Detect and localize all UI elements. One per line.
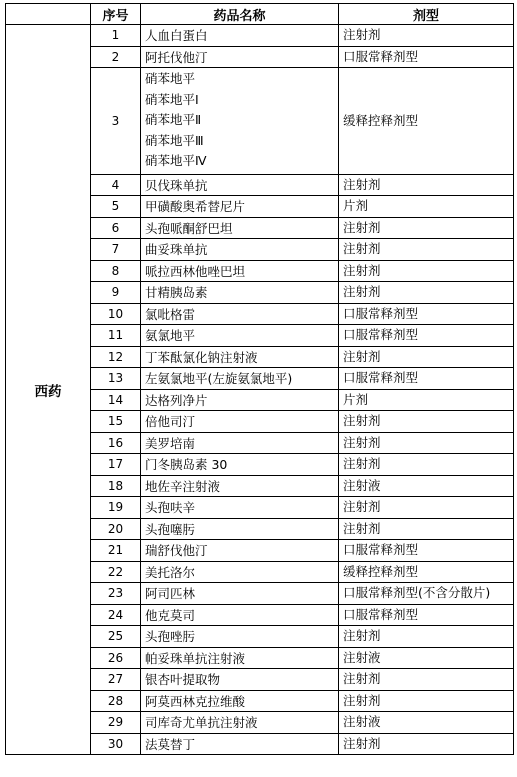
drug-name: 丁苯酞氯化钠注射液 <box>145 349 258 365</box>
drug-name: 氯吡格雷 <box>145 306 196 322</box>
drug-name: 硝苯地平Ⅰ <box>145 91 199 107</box>
drug-name: 头孢哌酮舒巴坦 <box>145 220 233 236</box>
header-category <box>6 4 91 25</box>
row-number: 30 <box>91 733 141 755</box>
row-number: 25 <box>91 626 141 648</box>
drug-name: 头孢唑肟 <box>145 629 196 645</box>
drug-name: 阿司匹林 <box>145 586 196 602</box>
row-number: 16 <box>91 432 141 454</box>
row-number: 4 <box>91 174 141 196</box>
row-number: 11 <box>91 325 141 347</box>
drug-name: 硝苯地平Ⅳ <box>145 153 207 168</box>
drug-name-cell <box>141 325 339 347</box>
drug-name-cell <box>141 647 339 669</box>
drug-name-cell <box>141 303 339 325</box>
drug-name: 硝苯地平 <box>145 71 196 86</box>
dosage-form: 注射剂 <box>339 733 514 755</box>
dosage-form: 注射液 <box>339 475 514 497</box>
drug-name: 门冬胰岛素 30 <box>145 457 228 473</box>
drug-name-cell <box>141 475 339 497</box>
drug-name-cell <box>141 389 339 411</box>
row-number: 7 <box>91 239 141 261</box>
drug-name: 阿托伐他汀 <box>145 49 208 65</box>
header-dosage-form: 剂型 <box>339 4 514 25</box>
drug-name: 法莫替丁 <box>145 736 196 752</box>
drug-name-cell <box>141 239 339 261</box>
category-cell: 西药 <box>6 25 91 755</box>
drug-name: 地佐辛注射液 <box>145 478 221 494</box>
row-number: 24 <box>91 604 141 626</box>
row-number: 10 <box>91 303 141 325</box>
dosage-form: 口服常释剂型 <box>339 604 514 626</box>
drug-name-cell <box>141 260 339 282</box>
row-number: 27 <box>91 669 141 691</box>
drug-name-cell <box>141 368 339 390</box>
row-number: 3 <box>91 68 141 175</box>
drug-name-cell <box>141 174 339 196</box>
dosage-form: 注射剂 <box>339 454 514 476</box>
drug-name: 曲妥珠单抗 <box>145 242 208 258</box>
dosage-form: 注射剂 <box>339 518 514 540</box>
header-number: 序号 <box>91 4 141 25</box>
drug-name-cell <box>141 626 339 648</box>
row-number: 13 <box>91 368 141 390</box>
dosage-form: 注射剂 <box>339 690 514 712</box>
drug-name: 硝苯地平Ⅱ <box>145 112 202 127</box>
drug-name-cell <box>141 604 339 626</box>
dosage-form: 注射剂 <box>339 346 514 368</box>
dosage-form: 注射剂 <box>339 282 514 304</box>
row-number: 17 <box>91 454 141 476</box>
drug-name: 头孢呋辛 <box>145 500 196 516</box>
dosage-form: 注射剂 <box>339 411 514 433</box>
drug-name-cell <box>141 282 339 304</box>
drug-name: 瑞舒伐他汀 <box>145 543 208 559</box>
dosage-form: 口服常释剂型 <box>339 46 514 68</box>
drug-list-table <box>5 3 514 755</box>
header-drug-name: 药品名称 <box>141 4 339 25</box>
drug-name-cell <box>141 518 339 540</box>
dosage-form: 注射剂 <box>339 432 514 454</box>
row-number: 1 <box>91 25 141 47</box>
dosage-form: 注射剂 <box>339 497 514 519</box>
table-body <box>6 25 514 755</box>
header-row <box>6 4 514 25</box>
row-number: 5 <box>91 196 141 218</box>
drug-name-cell <box>141 454 339 476</box>
dosage-form: 注射剂 <box>339 626 514 648</box>
drug-name-cell <box>141 733 339 755</box>
drug-name: 甘精胰岛素 <box>145 285 208 301</box>
drug-name-cell <box>141 46 339 68</box>
row-number: 9 <box>91 282 141 304</box>
dosage-form: 注射剂 <box>339 217 514 239</box>
drug-name-cell <box>141 669 339 691</box>
drug-name-cell <box>141 25 339 47</box>
drug-name-cell <box>141 196 339 218</box>
dosage-form: 注射液 <box>339 712 514 734</box>
drug-name-cell <box>141 712 339 734</box>
drug-name: 人血白蛋白 <box>145 28 208 44</box>
drug-name: 司库奇尤单抗注射液 <box>145 715 258 731</box>
dosage-form: 缓释控释剂型 <box>339 561 514 583</box>
dosage-form: 缓释控释剂型 <box>339 68 514 175</box>
drug-name-cell <box>141 346 339 368</box>
dosage-form: 注射剂 <box>339 25 514 47</box>
row-number: 28 <box>91 690 141 712</box>
dosage-form: 注射剂 <box>339 260 514 282</box>
drug-name-cell <box>141 583 339 605</box>
row-number: 19 <box>91 497 141 519</box>
dosage-form: 口服常释剂型 <box>339 303 514 325</box>
drug-name: 左氨氯地平(左旋氨氯地平) <box>145 371 293 387</box>
drug-name: 哌拉西林他唑巴坦 <box>145 263 246 279</box>
drug-name: 硝苯地平Ⅲ <box>145 132 204 148</box>
drug-name: 他克莫司 <box>145 607 196 623</box>
row-number: 23 <box>91 583 141 605</box>
row-number: 22 <box>91 561 141 583</box>
row-number: 15 <box>91 411 141 433</box>
dosage-form: 片剂 <box>339 196 514 218</box>
drug-name-cell <box>141 561 339 583</box>
dosage-form: 注射剂 <box>339 174 514 196</box>
row-number: 20 <box>91 518 141 540</box>
drug-name: 贝伐珠单抗 <box>145 177 208 193</box>
row-number: 14 <box>91 389 141 411</box>
drug-name-cell <box>141 690 339 712</box>
dosage-form: 注射液 <box>339 647 514 669</box>
row-number: 29 <box>91 712 141 734</box>
drug-name: 美托洛尔 <box>145 564 196 580</box>
dosage-form: 口服常释剂型 <box>339 325 514 347</box>
row-number: 2 <box>91 46 141 68</box>
drug-name-cell <box>141 68 339 175</box>
dosage-form: 口服常释剂型 <box>339 540 514 562</box>
drug-name: 银杏叶提取物 <box>145 672 221 688</box>
drug-name-cell <box>141 497 339 519</box>
drug-name: 帕妥珠单抗注射液 <box>145 650 246 666</box>
dosage-form: 注射剂 <box>339 239 514 261</box>
row-number: 26 <box>91 647 141 669</box>
drug-name: 阿莫西林克拉维酸 <box>145 693 246 709</box>
row-number: 18 <box>91 475 141 497</box>
drug-name: 甲磺酸奥希替尼片 <box>145 199 246 215</box>
drug-name: 达格列净片 <box>145 392 208 408</box>
drug-name-cell <box>141 411 339 433</box>
row-number: 6 <box>91 217 141 239</box>
drug-name-cell <box>141 432 339 454</box>
drug-name-cell <box>141 540 339 562</box>
drug-name-cell <box>141 217 339 239</box>
drug-name: 倍他司汀 <box>145 414 196 430</box>
drug-name: 美罗培南 <box>145 435 196 451</box>
dosage-form: 口服常释剂型 <box>339 368 514 390</box>
dosage-form: 注射剂 <box>339 669 514 691</box>
dosage-form: 口服常释剂型(不含分散片) <box>339 583 514 605</box>
row-number: 12 <box>91 346 141 368</box>
dosage-form: 片剂 <box>339 389 514 411</box>
row-number: 21 <box>91 540 141 562</box>
drug-name: 氨氯地平 <box>145 328 196 344</box>
drug-name: 头孢噻肟 <box>145 521 196 537</box>
table-row <box>6 25 514 47</box>
row-number: 8 <box>91 260 141 282</box>
